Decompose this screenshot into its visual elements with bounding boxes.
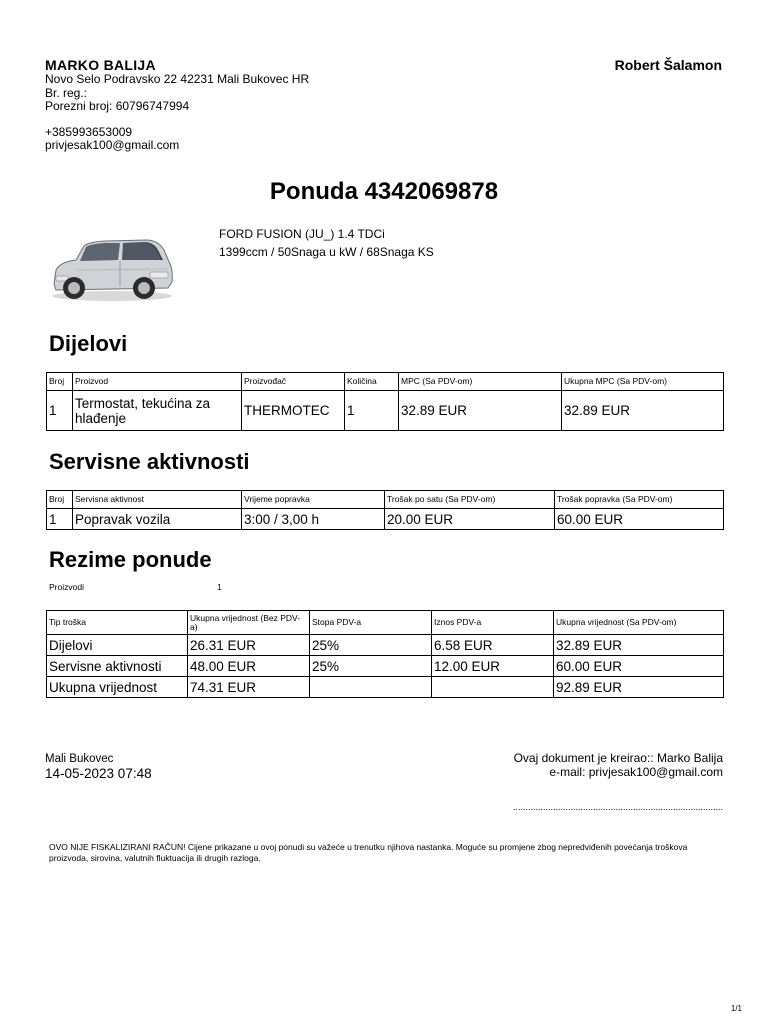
offer-title: Ponuda 4342069878 — [269, 178, 499, 205]
cell-net-total: 74.31 EUR — [188, 677, 310, 698]
cell-quantity: 1 — [345, 391, 399, 431]
services-section-title: Servisne aktivnosti — [49, 449, 250, 474]
col-header: MPC (Sa PDV-om) — [399, 373, 562, 391]
col-header: Proizvod — [73, 373, 242, 391]
seller-details — [45, 73, 309, 153]
cell-gross-total: 60.00 EUR — [554, 656, 724, 677]
created-email: e-mail: privjesak100@gmail.com — [549, 764, 723, 779]
col-header: Ukupna MPC (Sa PDV-om) — [562, 373, 724, 391]
vehicle-specs: 1399ccm / 50Snaga u kW / 68Snaga KS — [219, 245, 434, 259]
cell-hourly-cost: 20.00 EUR — [385, 509, 555, 530]
col-header: Stopa PDV-a — [310, 611, 432, 635]
table-row — [47, 509, 724, 530]
cell-cost-type: Dijelovi — [47, 635, 188, 656]
parts-header-row — [47, 373, 724, 391]
seller-tax-number: Porezni broj: 60796747994 — [45, 99, 190, 113]
customer-name: Robert Šalamon — [614, 57, 722, 73]
cell-vat-amount — [432, 677, 554, 698]
cell-number: 1 — [47, 391, 73, 431]
table-row — [47, 635, 724, 656]
summary-table — [46, 610, 724, 698]
services-header-row — [47, 491, 724, 509]
col-header: Trošak popravka (Sa PDV-om) — [555, 491, 724, 509]
cell-gross-total: 92.89 EUR — [554, 677, 724, 698]
cell-vat-rate: 25% — [310, 656, 432, 677]
cell-cost-type: Servisne aktivnosti — [47, 656, 188, 677]
col-header: Broj — [47, 491, 73, 509]
page-number: 1/1 — [730, 1004, 742, 1013]
disclaimer: OVO NIJE FISKALIZIRANI RAČUN! Cijene prikazane u ovoj ponudi su važeće u trenutku njihova nastanka. Moguće su promjene zbog nepredviđenih povećanja troškova proizvoda, sirovina, valutnih fluktuacija ili drugih razloga. — [49, 842, 688, 863]
cell-gross-total: 32.89 EUR — [554, 635, 724, 656]
seller-email: privjesak100@gmail.com — [45, 138, 180, 152]
cell-vat-rate: 25% — [310, 635, 432, 656]
cell-product: Termostat, tekućina za hlađenje — [73, 391, 242, 431]
cell-total-price: 32.89 EUR — [562, 391, 724, 431]
seller-phone: +385993653009 — [45, 124, 133, 139]
spacer — [45, 114, 309, 126]
table-row — [47, 656, 724, 677]
cell-cost-type: Ukupna vrijednost — [47, 677, 188, 698]
vehicle-info — [219, 225, 434, 261]
col-header: Ukupna vrijednost (Bez PDV-a) — [188, 611, 310, 635]
table-row — [47, 677, 724, 698]
summary-section-title: Rezime ponude — [49, 547, 212, 572]
cell-vat-amount: 12.00 EUR — [432, 656, 554, 677]
parts-table — [46, 372, 724, 431]
table-row — [47, 391, 724, 431]
seller-name: MARKO BALIJA — [45, 57, 156, 73]
cell-net-total: 48.00 EUR — [188, 656, 310, 677]
cell-repair-time: 3:00 / 3,00 h — [242, 509, 385, 530]
cell-number: 1 — [47, 509, 73, 530]
vehicle-model: FORD FUSION (JU_) 1.4 TDCi — [219, 227, 385, 241]
cell-unit-price: 32.89 EUR — [399, 391, 562, 431]
cell-manufacturer: THERMOTEC — [242, 391, 345, 431]
col-header: Trošak po satu (Sa PDV-om) — [385, 491, 555, 509]
col-header: Broj — [47, 373, 73, 391]
products-count: 1 — [217, 582, 222, 592]
col-header: Iznos PDV-a — [432, 611, 554, 635]
footer-city: Mali Bukovec — [45, 753, 114, 765]
products-label: Proizvodi — [49, 582, 84, 592]
seller-address: Novo Selo Podravsko 22 42231 Mali Bukovec HR — [45, 72, 310, 86]
parts-section-title: Dijelovi — [49, 331, 128, 356]
signature-line: .................................................................................... — [512, 802, 723, 812]
col-header: Proizvođač — [242, 373, 345, 391]
cell-service: Popravak vozila — [73, 509, 242, 530]
cell-net-total: 26.31 EUR — [188, 635, 310, 656]
col-header: Ukupna vrijednost (Sa PDV-om) — [554, 611, 724, 635]
car-image — [46, 234, 176, 304]
footer-datetime: 14-05-2023 07:48 — [45, 766, 152, 781]
cell-vat-rate — [310, 677, 432, 698]
services-table — [46, 490, 724, 530]
col-header: Tip troška — [47, 611, 188, 635]
col-header: Servisna aktivnost — [73, 491, 242, 509]
document-creator — [514, 752, 723, 779]
summary-header-row — [47, 611, 724, 635]
col-header: Količina — [345, 373, 399, 391]
col-header: Vrijeme popravka — [242, 491, 385, 509]
cell-vat-amount: 6.58 EUR — [432, 635, 554, 656]
created-by: Ovaj dokument je kreirao:: Marko Balija — [513, 751, 723, 765]
cell-repair-cost: 60.00 EUR — [555, 509, 724, 530]
seller-registration: Br. reg.: — [45, 85, 88, 100]
